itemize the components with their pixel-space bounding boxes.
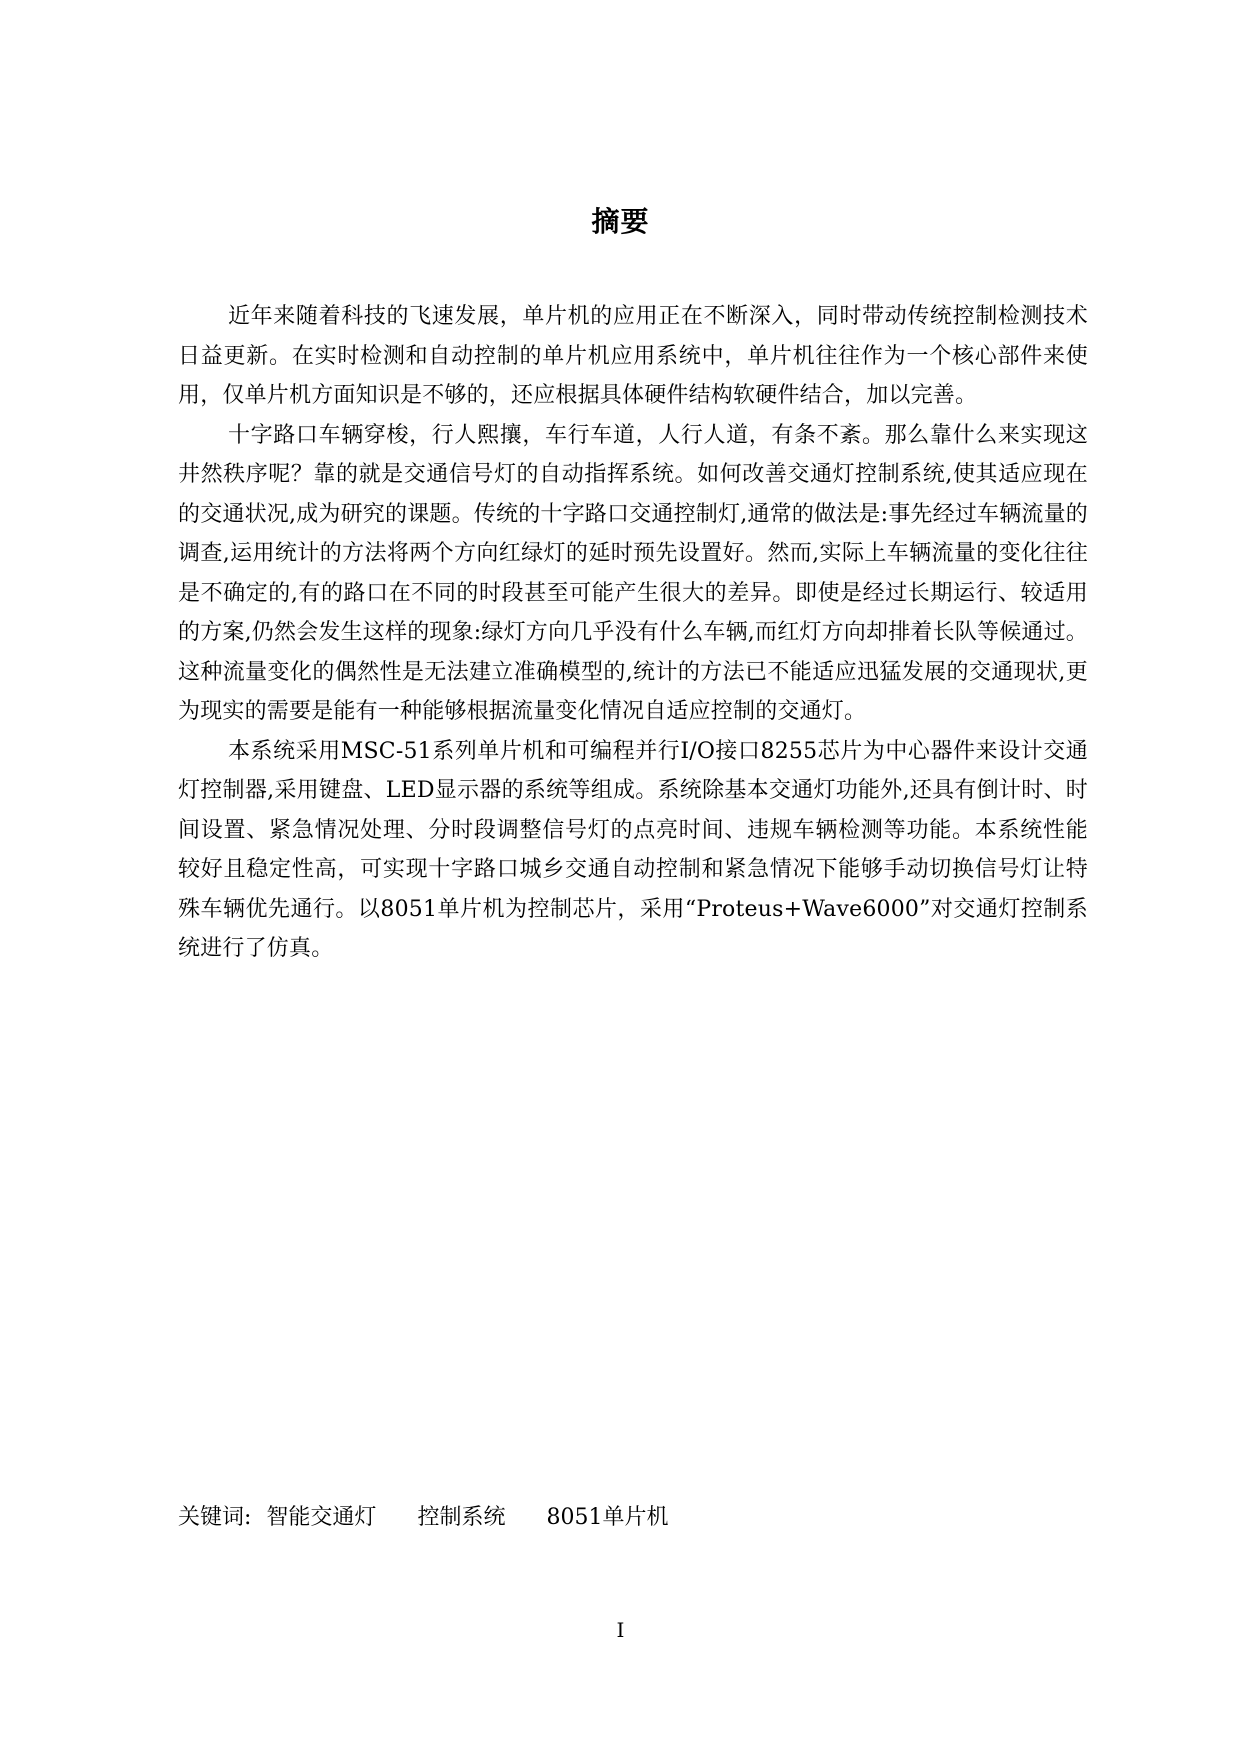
keyword-item: 控制系统: [417, 1505, 506, 1530]
page-title: 摘要: [591, 205, 650, 238]
page-number: I: [616, 1618, 625, 1642]
keywords-label: 关键词:: [178, 1505, 252, 1530]
abstract-paragraph-1: 近年来随着科技的飞速发展，单片机的应用正在不断深入，同时带动传统控制检测技术日益更新。在实时检测和自动控制的单片机应用系统中，单片机往往作为一个核心部件来使用，仅单片机方面知识是不够的，还应根据具体硬件结构软硬件结合，加以完善。: [178, 304, 1088, 408]
keywords-line: [178, 1500, 1078, 1536]
abstract-body: [178, 297, 1088, 969]
abstract-paragraph-3: 本系统采用MSC-51系列单片机和可编程并行I/O接口8255芯片为中心器件来设计交通灯控制器,采用键盘、LED显示器的系统等组成。系统除基本交通灯功能外,还具有倒计时、时间设置、紧急情况处理、分时段调整信号灯的点亮时间、违规车辆检测等功能。本系统性能较好且稳定性高，可实现十字路口城乡交通自动控制和紧急情况下能够手动切换信号灯让特殊车辆优先通行。以8051单片机为控制芯片，采用“Proteus+Wave6000”对交通灯控制系统进行了仿真。: [178, 738, 1088, 961]
keyword-item: 8051单片机: [546, 1505, 669, 1530]
abstract-paragraph-2: 十字路口车辆穿梭，行人熙攘，车行车道，人行人道，有条不紊。那么靠什么来实现这井然秩序呢？靠的就是交通信号灯的自动指挥系统。如何改善交通灯控制系统,使其适应现在的交通状况,成为研究的课题。传统的十字路口交通控制灯,通常的做法是:事先经过车辆流量的调查,运用统计的方法将两个方向红绿灯的延时预先设置好。然而,实际上车辆流量的变化往往是不确定的,有的路口在不同的时段甚至可能产生很大的差异。即使是经过长期运行、较适用的方案,仍然会发生这样的现象:绿灯方向几乎没有什么车辆,而红灯方向却排着长队等候通过。这种流量变化的偶然性是无法建立准确模型的,统计的方法已不能适应迅猛发展的交通现状,更为现实的需要是能有一种能够根据流量变化情况自适应控制的交通灯。: [178, 422, 1089, 724]
keyword-item: 智能交通灯: [266, 1505, 377, 1530]
